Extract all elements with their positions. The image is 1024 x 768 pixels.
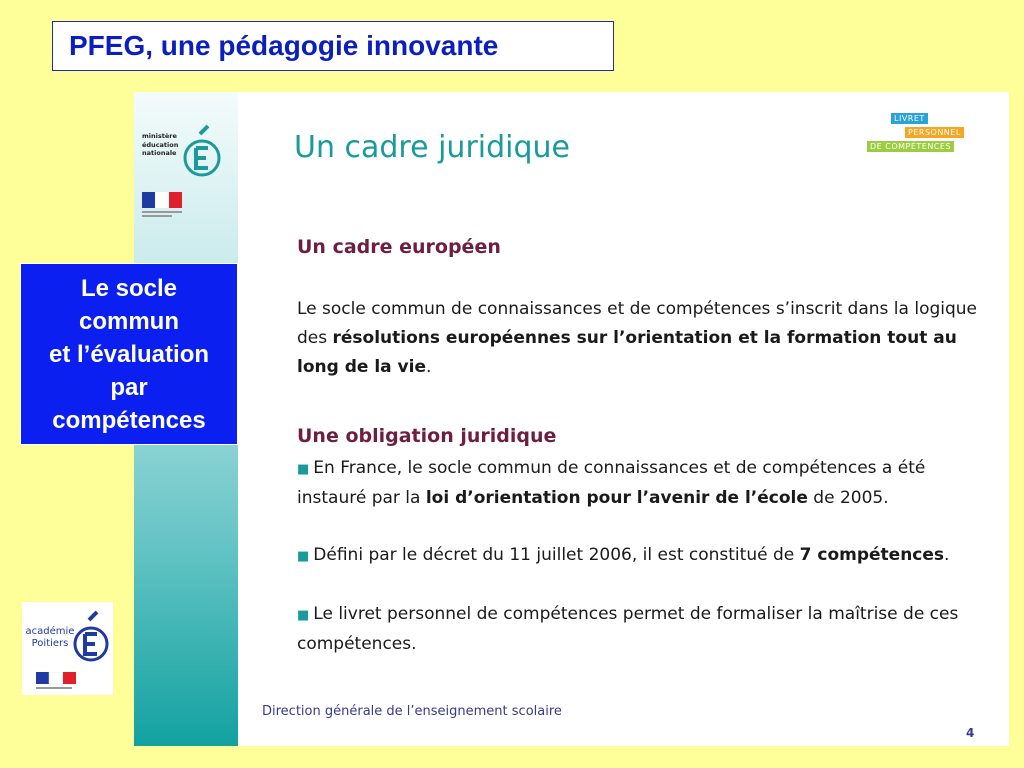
bullet-loi: ■ En France, le socle commun de connaissances et de compétences a été instauré par la loi d’orientation pour l’avenir de l’école de 2005. — [297, 458, 926, 508]
slide-heading: Un cadre juridique — [294, 130, 571, 165]
academy-logo — [22, 602, 113, 695]
bullet-decret: ■ Défini par le décret du 11 juillet 2006, il est constitué de 7 compétences. — [297, 545, 950, 565]
livret-logo — [867, 113, 977, 165]
slide-footer: Direction générale de l’enseignement scolaire — [262, 704, 562, 719]
ministry-logo — [142, 122, 222, 186]
bullet-icon: ■ — [297, 462, 310, 477]
livret-logo-line1: LIVRET — [891, 113, 928, 124]
livret-logo-line2: PERSONNEL — [905, 127, 964, 138]
french-flag-icon — [36, 672, 76, 692]
section-european-text: Le socle commun de connaissances et de compétences s’inscrit dans la logique des résolutions européennes sur l’orientation et la formation tout au long de la vie. — [297, 299, 978, 377]
title-box — [52, 21, 614, 71]
callout-line: Le socle — [80, 274, 178, 302]
academy-e-icon — [72, 608, 110, 668]
livret-logo-line3: DE COMPÉTENCES — [867, 141, 954, 152]
bullet-livret: ■ Le livret personnel de compétences permet de formaliser la maîtrise de ces compétences. — [297, 604, 959, 654]
bullet-icon: ■ — [297, 608, 310, 623]
section-heading-legal: Une obligation juridique — [297, 425, 557, 447]
bullet-icon: ■ — [297, 549, 310, 564]
callout-line: commun — [78, 307, 179, 335]
ministry-logo-text: ministère éducation nationale — [142, 132, 179, 157]
academy-logo-text: académie Poitiers — [25, 626, 75, 649]
french-flag-icon — [142, 192, 182, 218]
callout-box — [20, 263, 238, 445]
callout-line: et l’évaluation — [48, 340, 210, 368]
section-heading-european: Un cadre européen — [297, 236, 501, 258]
callout-line: par — [110, 373, 148, 401]
slide-page-number: 4 — [966, 726, 975, 740]
ministry-e-icon — [182, 122, 222, 182]
page-title: PFEG, une pédagogie innovante — [69, 30, 499, 61]
slide-image — [134, 92, 1009, 746]
callout-line: compétences — [52, 406, 206, 434]
